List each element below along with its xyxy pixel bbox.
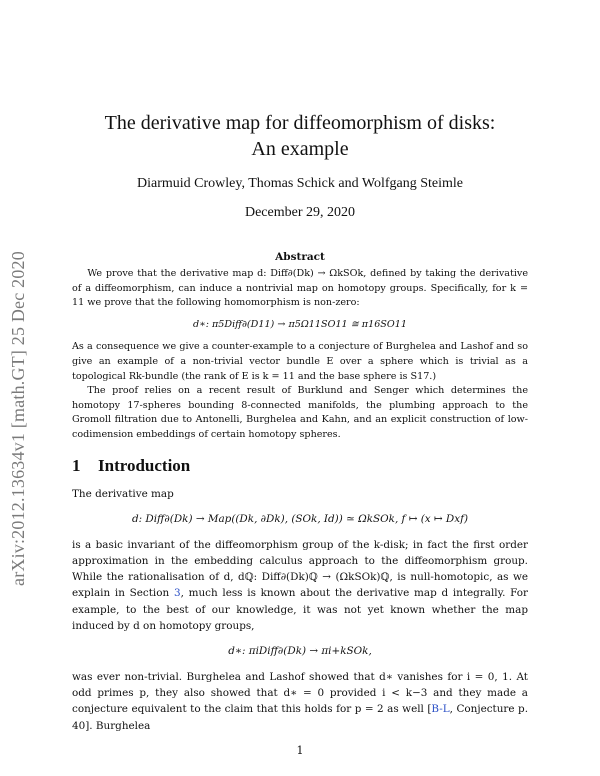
intro-equation-2: d∗: πiDiff∂(Dk) → πi+kSOk, xyxy=(228,645,372,658)
section-3-link[interactable]: 3 xyxy=(173,587,181,600)
publication-date: December 29, 2020 xyxy=(244,205,356,220)
intro-equation-1: d: Diff∂(Dk) → Map((Dk, ∂Dk), (SOk, Id)) ≃ ΩkSOk, f ↦ (x ↦ Dxf) xyxy=(131,513,469,526)
abstract-heading: Abstract xyxy=(275,251,325,263)
abstract-body xyxy=(72,267,528,443)
page-number: 1 xyxy=(296,744,304,757)
abstract-equation: d∗: π5Diff∂(D11) → π5Ω11SO11 ≅ π16SO11 xyxy=(193,318,407,330)
intro-p2-text-a: is a basic invariant of the diffeomorphism group of the k-disk; in fact the first order approximation in the embedding calculus approach to the diffeomorphism group. While the rationalisation of d, dℚ: Diff∂(Dk)ℚ → (ΩkSOk)ℚ, is null-homotopic, as we explain in Section xyxy=(72,538,528,600)
section-heading-introduction xyxy=(72,456,528,476)
intro-p3-text-a: was ever non-trivial. Burghelea and Lashof showed that d∗ vanishes for i = 0, 1. At odd primes p, they also showed that d∗ = 0 provided i < k−3 and they made a conjecture equivalent to the claim that this holds for p = 2 as well [ xyxy=(72,670,528,716)
title-line-2: An example xyxy=(251,138,349,160)
section-title: Introduction xyxy=(98,456,191,475)
author-list: Diarmuid Crowley, Thomas Schick and Wolfgang Steimle xyxy=(136,176,463,191)
arxiv-identifier-stamp: arXiv:2012.13634v1 [math.GT] 25 Dec 2020 xyxy=(8,251,28,586)
intro-paragraph-1: The derivative map xyxy=(72,488,174,500)
intro-paragraph-2 xyxy=(72,537,528,635)
intro-p3-text-b: , Conjecture p. 40]. Burghelea xyxy=(72,703,528,732)
abstract-paragraph-3: The proof relies on a recent result of Burklund and Senger which determines the homotopy 17-spheres bounding 8-connected manifolds, the plumbing approach to the Gromoll filtration due to Antonelli, Burghelea and Kahn, and an explicit construction of low-codimension embeddings of certain homotopy spheres. xyxy=(72,385,528,440)
section-number: 1 xyxy=(72,456,81,475)
abstract-paragraph-1: We prove that the derivative map d: Diff∂(Dk) → ΩkSOk, defined by taking the derivative of a diffeomorphism, can induce a nontrivial map on homotopy groups. Specifically, for k = 11 we prove that the following homomorphism is non-zero: xyxy=(72,268,528,309)
abstract-paragraph-2: As a consequence we give a counter-example to a conjecture of Burghelea and Lashof and so give an example of a non-trivial vector bundle E over a sphere which is trivial as a topological Rk-bundle (the rank of E is k = 11 and the base sphere is S17.) xyxy=(72,341,528,382)
paper-title xyxy=(72,110,528,162)
title-line-1: The derivative map for diffeomorphism of disks: xyxy=(104,112,496,134)
intro-paragraph-3 xyxy=(72,669,528,734)
introduction-body xyxy=(72,486,528,734)
citation-link-bl[interactable]: B-L xyxy=(431,703,450,716)
intro-p2-text-b: , much less is known about the derivative map d integrally. For example, to the best of our knowledge, it was not yet known whether the map induced by d on homotopy groups, xyxy=(72,587,529,633)
